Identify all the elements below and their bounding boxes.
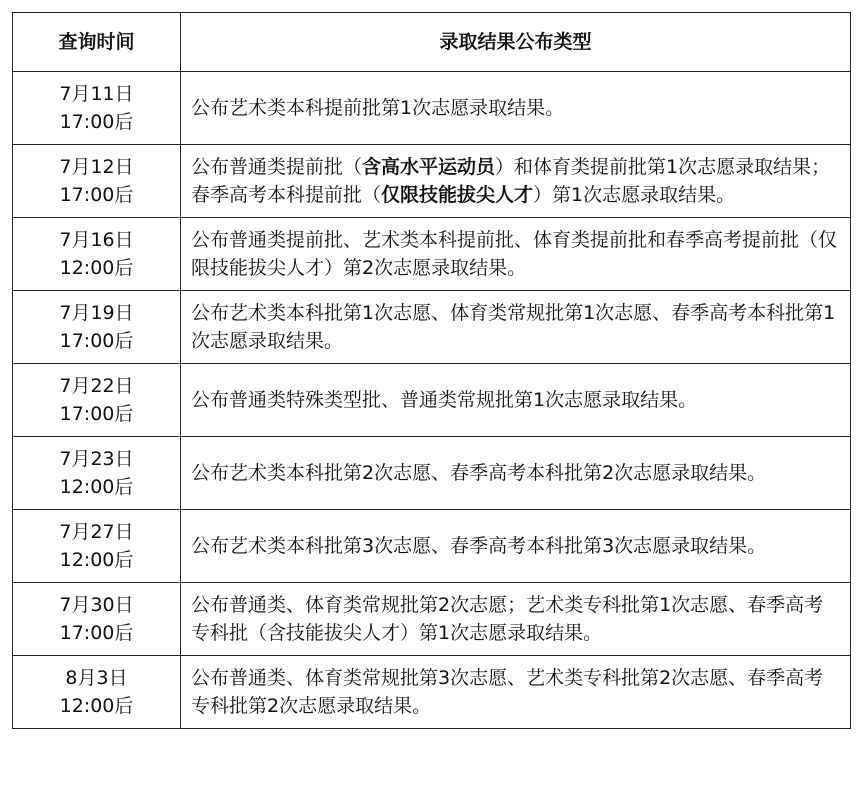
result-text-part: ）和体育类提前批第1次志愿录取结果；春季高考本科提前批（ <box>191 156 831 206</box>
time-text: 17:00后 <box>59 622 134 644</box>
header-query-time: 查询时间 <box>13 13 181 72</box>
date-cell <box>13 583 181 656</box>
time-text: 12:00后 <box>59 549 134 571</box>
time-text: 12:00后 <box>59 257 134 279</box>
result-cell <box>181 145 851 218</box>
table-row <box>13 218 851 291</box>
result-emphasis: 仅限技能拔尖人才 <box>381 184 534 206</box>
time-text: 17:00后 <box>59 184 134 206</box>
date-cell <box>13 656 181 729</box>
date-cell <box>13 510 181 583</box>
time-text: 12:00后 <box>59 695 134 717</box>
date-cell <box>13 437 181 510</box>
date-text: 7月12日 <box>59 156 134 178</box>
result-cell: 公布普通类提前批、艺术类本科提前批、体育类提前批和春季高考提前批（仅限技能拔尖人才）第2次志愿录取结果。 <box>181 218 851 291</box>
result-cell: 公布普通类特殊类型批、普通类常规批第1次志愿录取结果。 <box>181 364 851 437</box>
schedule-table-container <box>12 12 850 729</box>
date-text: 7月22日 <box>59 375 134 397</box>
table-header-row <box>13 13 851 72</box>
result-emphasis: 含高水平运动员 <box>362 156 496 178</box>
result-cell: 公布普通类、体育类常规批第2次志愿；艺术类专科批第1次志愿、春季高考专科批（含技能拔尖人才）第1次志愿录取结果。 <box>181 583 851 656</box>
table-row <box>13 656 851 729</box>
time-text: 12:00后 <box>59 476 134 498</box>
result-cell: 公布艺术类本科批第3次志愿、春季高考本科批第3次志愿录取结果。 <box>181 510 851 583</box>
date-cell <box>13 291 181 364</box>
time-text: 17:00后 <box>59 330 134 352</box>
result-text-part: 公布普通类提前批（ <box>191 156 363 178</box>
date-text: 7月16日 <box>59 229 134 251</box>
time-text: 17:00后 <box>59 403 134 425</box>
admission-schedule-table <box>12 12 851 729</box>
table-row <box>13 72 851 145</box>
table-row <box>13 510 851 583</box>
table-row <box>13 437 851 510</box>
date-cell <box>13 72 181 145</box>
date-text: 7月11日 <box>59 83 134 105</box>
result-cell: 公布艺术类本科批第2次志愿、春季高考本科批第2次志愿录取结果。 <box>181 437 851 510</box>
time-text: 17:00后 <box>59 111 134 133</box>
result-text-part: ）第1次志愿录取结果。 <box>533 184 736 206</box>
result-cell: 公布艺术类本科批第1次志愿、体育类常规批第1次志愿、春季高考本科批第1次志愿录取结果。 <box>181 291 851 364</box>
table-row <box>13 145 851 218</box>
result-cell: 公布艺术类本科提前批第1次志愿录取结果。 <box>181 72 851 145</box>
date-cell <box>13 218 181 291</box>
table-row <box>13 291 851 364</box>
date-text: 7月23日 <box>59 448 134 470</box>
header-result-type: 录取结果公布类型 <box>181 13 851 72</box>
date-cell <box>13 145 181 218</box>
table-row <box>13 364 851 437</box>
result-cell: 公布普通类、体育类常规批第3次志愿、艺术类专科批第2次志愿、春季高考专科批第2次志愿录取结果。 <box>181 656 851 729</box>
table-row <box>13 583 851 656</box>
date-cell <box>13 364 181 437</box>
date-text: 7月30日 <box>59 594 134 616</box>
date-text: 8月3日 <box>65 667 128 689</box>
date-text: 7月27日 <box>59 521 134 543</box>
date-text: 7月19日 <box>59 302 134 324</box>
